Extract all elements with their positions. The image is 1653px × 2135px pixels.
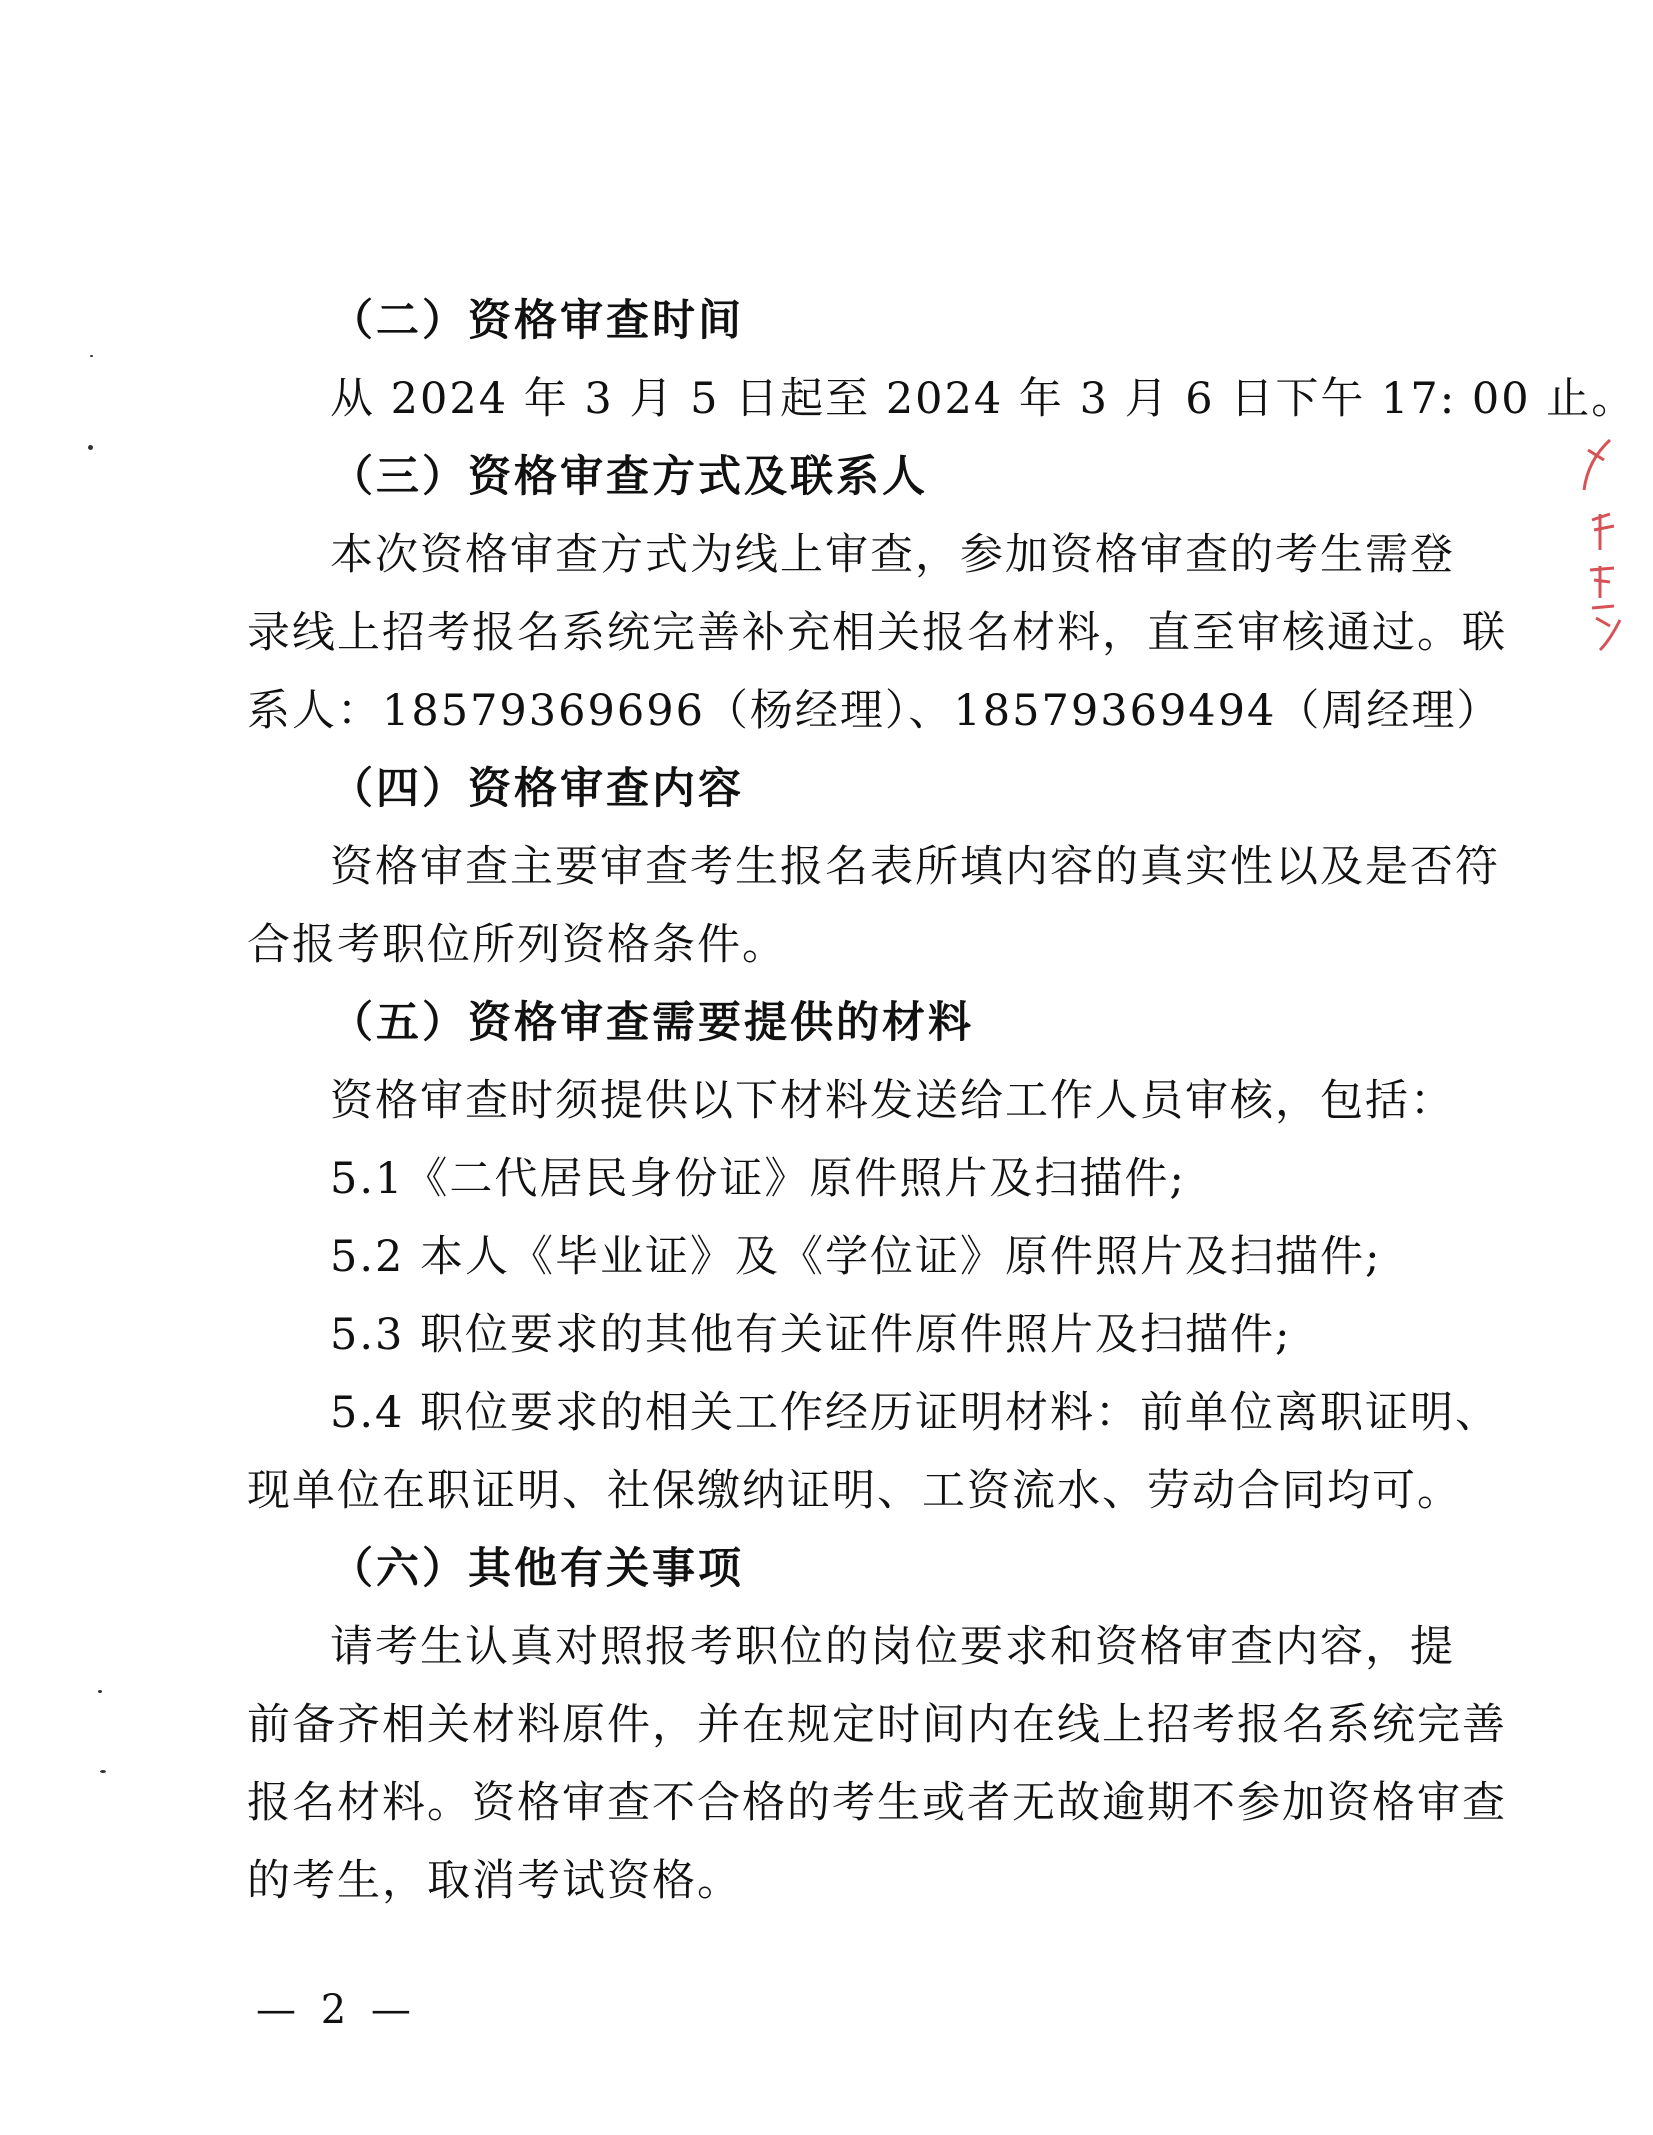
paragraph-line: 从 2024 年 3 月 5 日起至 2024 年 3 月 6 日下午 17: 00 止。 <box>330 374 1637 424</box>
paragraph-line: 报名材料。资格审查不合格的考生或者无故逾期不参加资格审查 <box>247 1778 1507 1828</box>
paragraph-line: 资格审查主要审查考生报名表所填内容的真实性以及是否符 <box>330 842 1500 892</box>
scan-speck <box>90 355 93 357</box>
contact-line: 系人：18579369696（杨经理）、18579369494（周经理） <box>247 686 1502 736</box>
paragraph-line: 请考生认真对照报考职位的岗位要求和资格审查内容，提 <box>330 1622 1455 1672</box>
scan-speck <box>100 1770 106 1773</box>
list-item: 5.3 职位要求的其他有关证件原件照片及扫描件; <box>330 1310 1292 1360</box>
section-heading-materials: （五）资格审查需要提供的材料 <box>330 998 974 1048</box>
list-item: 5.4 职位要求的相关工作经历证明材料：前单位离职证明、 <box>330 1388 1501 1438</box>
section-heading-content: （四）资格审查内容 <box>330 764 744 814</box>
paragraph-line: 合报考职位所列资格条件。 <box>247 920 787 970</box>
list-item: 5.1《二代居民身份证》原件照片及扫描件; <box>330 1154 1186 1204</box>
list-item: 5.2 本人《毕业证》及《学位证》原件照片及扫描件; <box>330 1232 1382 1282</box>
scan-speck <box>88 445 93 450</box>
paragraph-line: 录线上招考报名系统完善补充相关报名材料，直至审核通过。联 <box>247 608 1507 658</box>
section-heading-method-contacts: （三）资格审查方式及联系人 <box>330 452 928 502</box>
paragraph-line: 前备齐相关材料原件，并在规定时间内在线上招考报名系统完善 <box>247 1700 1507 1750</box>
scan-speck <box>98 1690 102 1693</box>
section-heading-other-matters: （六）其他有关事项 <box>330 1544 744 1594</box>
official-seal-fragment <box>1570 430 1640 660</box>
paragraph-line: 的考生，取消考试资格。 <box>247 1856 742 1906</box>
paragraph-line: 资格审查时须提供以下材料发送给工作人员审核，包括： <box>330 1076 1455 1126</box>
page-number: — 2 — <box>256 1987 417 2033</box>
paragraph-line: 本次资格审查方式为线上审查，参加资格审查的考生需登 <box>330 530 1455 580</box>
paragraph-line: 现单位在职证明、社保缴纳证明、工资流水、劳动合同均可。 <box>247 1466 1462 1516</box>
section-heading-schedule: （二）资格审查时间 <box>330 296 744 346</box>
